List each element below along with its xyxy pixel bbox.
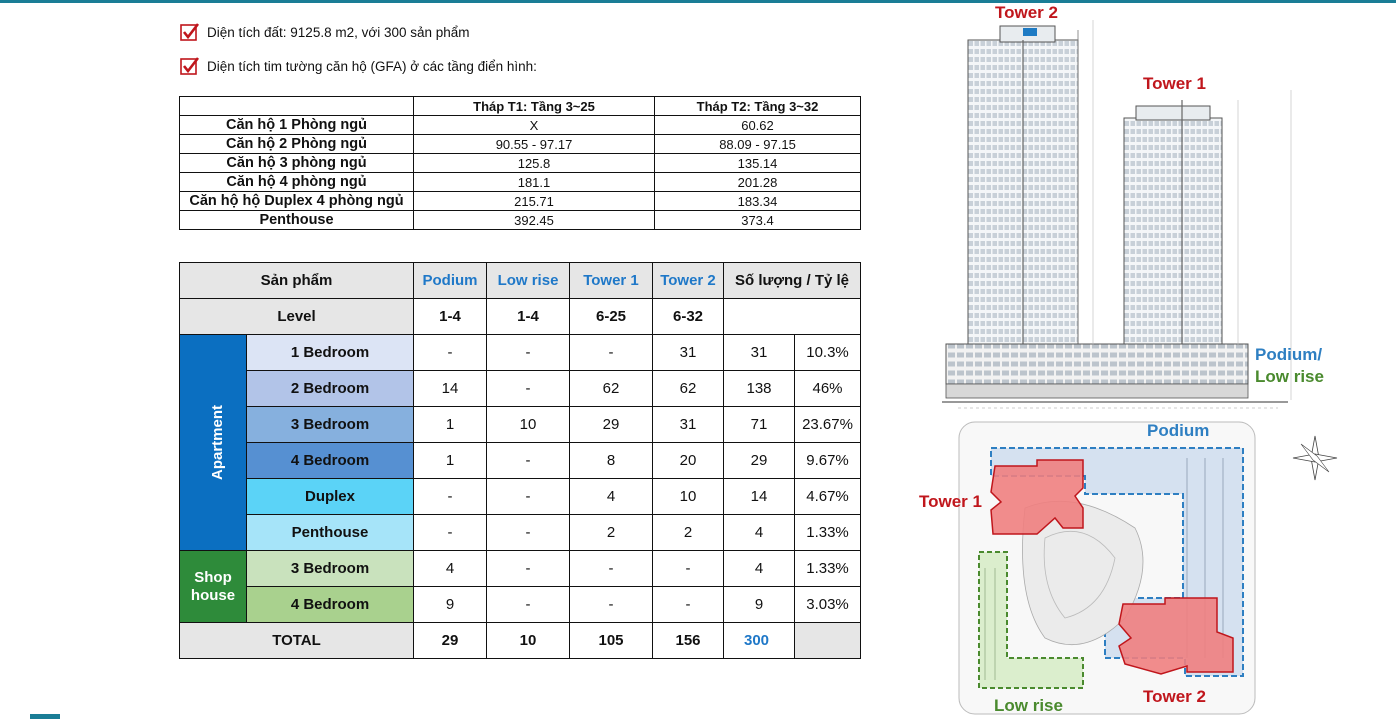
table-cell: 1 xyxy=(414,407,487,443)
table-cell: 373.4 xyxy=(655,211,861,230)
table-cell: 10.3% xyxy=(795,335,861,371)
label-podium-elevation: Podium/ xyxy=(1255,345,1323,364)
table-cell: 71 xyxy=(724,407,795,443)
checkmark-icon xyxy=(180,22,200,42)
table-header-row xyxy=(180,97,861,116)
table-cell: - xyxy=(653,587,724,623)
table-cell: 6-25 xyxy=(570,299,653,335)
table-cell: - xyxy=(487,515,570,551)
table-cell: 29 xyxy=(570,407,653,443)
header-quantity-ratio: Số lượng / Tỷ lệ xyxy=(724,263,861,299)
table-cell: - xyxy=(570,335,653,371)
row-label: 4 Bedroom xyxy=(247,443,414,479)
label-lowrise-plan: Low rise xyxy=(994,696,1063,715)
table-cell: - xyxy=(414,335,487,371)
table-row xyxy=(180,335,861,371)
table-cell: 29 xyxy=(414,623,487,659)
row-label: 3 Bedroom xyxy=(247,407,414,443)
table-cell: 3.03% xyxy=(795,587,861,623)
table-row xyxy=(180,407,861,443)
table-cell: 105 xyxy=(570,623,653,659)
table-cell: 2 xyxy=(653,515,724,551)
group-apartment xyxy=(180,335,247,551)
table-cell: - xyxy=(487,587,570,623)
table-header-cell: Tháp T1: Tầng 3~25 xyxy=(414,97,655,116)
table-cell: 31 xyxy=(653,335,724,371)
table-row xyxy=(180,515,861,551)
table-cell: 4 xyxy=(724,551,795,587)
table-cell: - xyxy=(487,551,570,587)
table-cell: 1.33% xyxy=(795,551,861,587)
row-label: 3 Bedroom xyxy=(247,551,414,587)
table-cell: 31 xyxy=(724,335,795,371)
table-cell: 1.33% xyxy=(795,515,861,551)
row-label: Penthouse xyxy=(180,211,414,230)
table-row xyxy=(180,192,861,211)
table-row xyxy=(180,587,861,623)
table-cell: X xyxy=(414,116,655,135)
table-cell: 29 xyxy=(724,443,795,479)
bullet-text: Diện tích tim tường căn hộ (GFA) ở các tầng điển hình: xyxy=(207,58,537,74)
level-label: Level xyxy=(180,299,414,335)
table-cell: 90.55 - 97.17 xyxy=(414,135,655,154)
table-cell: 156 xyxy=(653,623,724,659)
table-cell: - xyxy=(570,587,653,623)
site-plan xyxy=(955,418,1385,718)
table-cell: - xyxy=(487,479,570,515)
table-cell: 138 xyxy=(724,371,795,407)
row-label: 4 Bedroom xyxy=(247,587,414,623)
table-row xyxy=(180,479,861,515)
bullet-gfa xyxy=(180,56,537,76)
table-cell: - xyxy=(414,479,487,515)
label-tower-1-elevation: Tower 1 xyxy=(1143,74,1206,93)
table-cell: 14 xyxy=(414,371,487,407)
table-cell: 6-32 xyxy=(653,299,724,335)
table-cell: 201.28 xyxy=(655,173,861,192)
table-header-row xyxy=(180,263,861,299)
table-cell: 4 xyxy=(570,479,653,515)
label-lowrise-elevation: Low rise xyxy=(1255,367,1324,386)
header-low-rise: Low rise xyxy=(487,263,570,299)
tower-1-facade xyxy=(1124,118,1222,346)
podium-facade xyxy=(946,344,1248,384)
table-cell: 20 xyxy=(653,443,724,479)
table-cell: 60.62 xyxy=(655,116,861,135)
table-cell: - xyxy=(570,551,653,587)
table-cell: 4 xyxy=(724,515,795,551)
product-table xyxy=(179,262,861,659)
table-cell: 31 xyxy=(653,407,724,443)
group-shophouse xyxy=(180,551,247,623)
table-cell: 10 xyxy=(653,479,724,515)
bottom-accent-bar xyxy=(30,714,60,719)
table-cell xyxy=(724,299,861,335)
table-row xyxy=(180,211,861,230)
table-cell: 9.67% xyxy=(795,443,861,479)
level-row xyxy=(180,299,861,335)
row-label: Căn hộ 1 Phòng ngủ xyxy=(180,116,414,135)
header-product: Sản phẩm xyxy=(180,263,414,299)
table-cell: 2 xyxy=(570,515,653,551)
bullet-text: Diện tích đất: 9125.8 m2, với 300 sản phẩm xyxy=(207,24,470,40)
table-cell: 8 xyxy=(570,443,653,479)
table-cell: 4 xyxy=(414,551,487,587)
table-row xyxy=(180,443,861,479)
row-label: Căn hộ 2 Phòng ngủ xyxy=(180,135,414,154)
table-cell-total: 300 xyxy=(724,623,795,659)
table-row xyxy=(180,135,861,154)
row-label: Căn hộ 3 phòng ngủ xyxy=(180,154,414,173)
tower-1-footprint xyxy=(991,460,1083,534)
gfa-table xyxy=(179,96,861,230)
table-cell: 135.14 xyxy=(655,154,861,173)
row-label: 2 Bedroom xyxy=(247,371,414,407)
table-header-cell: Tháp T2: Tầng 3~32 xyxy=(655,97,861,116)
table-cell: 1-4 xyxy=(487,299,570,335)
table-cell: 9 xyxy=(414,587,487,623)
row-label: 1 Bedroom xyxy=(247,335,414,371)
table-cell: 392.45 xyxy=(414,211,655,230)
table-cell: 1-4 xyxy=(414,299,487,335)
checkmark-icon xyxy=(180,56,200,76)
label-tower-2-elevation: Tower 2 xyxy=(995,3,1058,22)
table-cell: - xyxy=(414,515,487,551)
table-cell: 10 xyxy=(487,407,570,443)
table-cell: 23.67% xyxy=(795,407,861,443)
table-cell: - xyxy=(653,551,724,587)
table-cell: 4.67% xyxy=(795,479,861,515)
table-row xyxy=(180,173,861,192)
table-cell: 10 xyxy=(487,623,570,659)
header-tower-1: Tower 1 xyxy=(570,263,653,299)
label-podium-plan: Podium xyxy=(1147,421,1210,440)
row-label: Duplex xyxy=(247,479,414,515)
table-cell: 14 xyxy=(724,479,795,515)
header-podium: Podium xyxy=(414,263,487,299)
label-tower-2-plan: Tower 2 xyxy=(1143,687,1206,706)
total-row xyxy=(180,623,861,659)
table-cell: 46% xyxy=(795,371,861,407)
table-row xyxy=(180,551,861,587)
total-label: TOTAL xyxy=(180,623,414,659)
group-label: house xyxy=(190,586,236,604)
table-cell: - xyxy=(487,335,570,371)
table-cell: 215.71 xyxy=(414,192,655,211)
row-label: Căn hộ 4 phòng ngủ xyxy=(180,173,414,192)
table-row xyxy=(180,116,861,135)
group-label: Apartment xyxy=(209,404,227,481)
table-cell xyxy=(795,623,861,659)
row-label: Penthouse xyxy=(247,515,414,551)
tower-2-footprint xyxy=(1119,598,1233,674)
table-cell: 1 xyxy=(414,443,487,479)
table-cell: 9 xyxy=(724,587,795,623)
row-label: Căn hộ hộ Duplex 4 phòng ngủ xyxy=(180,192,414,211)
table-cell: - xyxy=(487,371,570,407)
table-cell: - xyxy=(487,443,570,479)
table-row xyxy=(180,371,861,407)
table-cell: 181.1 xyxy=(414,173,655,192)
table-cell: 62 xyxy=(653,371,724,407)
table-cell: 62 xyxy=(570,371,653,407)
table-cell: 88.09 - 97.15 xyxy=(655,135,861,154)
group-label: Shop xyxy=(194,568,232,586)
table-cell: 183.34 xyxy=(655,192,861,211)
header-tower-2: Tower 2 xyxy=(653,263,724,299)
table-row xyxy=(180,154,861,173)
table-header-cell xyxy=(180,97,414,116)
elevation-drawing xyxy=(938,0,1298,415)
north-arrow-icon xyxy=(1293,436,1337,480)
table-cell: 125.8 xyxy=(414,154,655,173)
bullet-land-area xyxy=(180,22,470,42)
label-tower-1-plan: Tower 1 xyxy=(919,492,982,511)
